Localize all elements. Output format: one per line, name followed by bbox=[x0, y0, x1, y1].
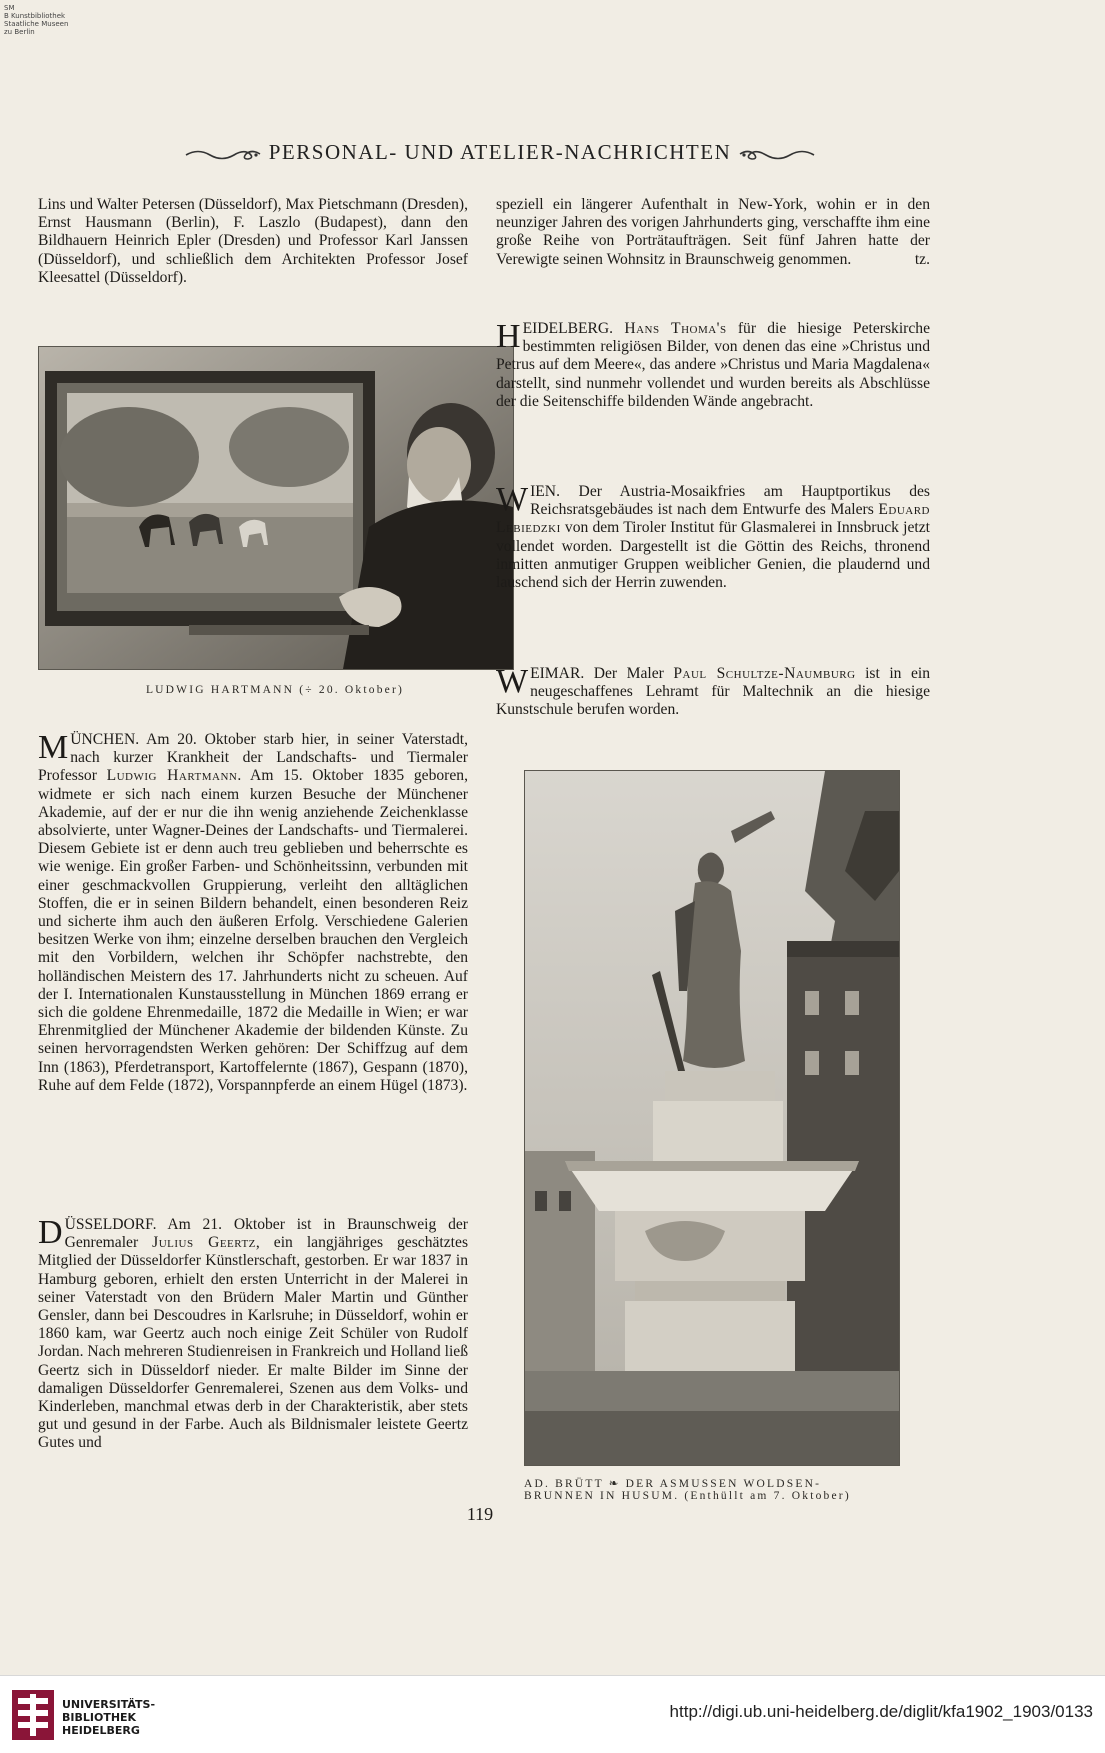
uni-line-2: BIBLIOTHEK bbox=[62, 1711, 137, 1724]
heidelberg-lead: EIDELBERG. bbox=[522, 320, 614, 337]
muenchen-dropcap: M bbox=[38, 729, 69, 766]
stamp-line: Staatliche Museen bbox=[4, 20, 69, 28]
left-intro-text: Lins und Walter Petersen (Düsseldorf), Max Pietschmann (Dresden), Ernst Hausmann (Berlin), F. Laszlo (Budapest), dann den Bildhauern Heinrich Epler (Dresden) und Professor Karl Janssen (Düsseldorf), und schließlich dem Architekten Professor Josef Kleesattel (Düsseldorf). bbox=[38, 196, 468, 286]
weimar-article bbox=[496, 665, 930, 720]
stamp-line: zu Berlin bbox=[4, 28, 35, 36]
fountain-caption-line-2: BRUNNEN IN HUSUM. (Enthüllt am 7. Oktober) bbox=[524, 1490, 851, 1502]
fountain-photo bbox=[524, 770, 900, 1466]
wien-text-2: von dem Tiroler Institut für Glasmalerei in Innsbruck jetzt vollendet worden. Dargestellt ist die Göttin des Reichs, thronend inmitten anmutiger Gruppen weiblicher Genien, die plaudernd und lauschend sich der Herrin zuwenden. bbox=[496, 519, 930, 592]
stamp-line: SM bbox=[4, 4, 15, 12]
muenchen-name: Ludwig Hartmann bbox=[106, 767, 238, 785]
left-ornament-icon bbox=[184, 146, 262, 162]
right-intro-block bbox=[496, 196, 930, 269]
footer-bar bbox=[0, 1675, 1105, 1753]
weimar-text-2: ist in ein neugeschaffenes Lehramt für Maltechnik an die hiesige Kunstschule berufen worden. bbox=[496, 665, 930, 719]
duesseldorf-name: Julius Geertz bbox=[152, 1234, 256, 1252]
running-head-title: PERSONAL- UND ATELIER-NACHRICHTEN bbox=[268, 140, 732, 164]
weimar-text-1: Der Maler bbox=[584, 665, 674, 682]
heidelberg-dropcap: H bbox=[496, 318, 521, 355]
muenchen-text-2: . Am 15. Oktober 1835 geboren, widmete er sich nach einem kurzen Besuche der Münchener Akademie, auf der er nur die ihn wenig anziehende Zeichenklasse absolvierte, unter Wagner-Deines der Landschafts- und Tiermalerei. Diesem Gebiete ist er denn auch treu geblieben und beherrschte es wie wenige. Ein großer Farben- und Schönheitssinn, verbunden mit einer geschmackvollen Gruppierung, verleiht den alltäglichen Stoffen, die er in seinen Bildern behandelt, einen besonderen Reiz und sicherte ihm auch den äußeren Erfolg. Verschiedene Galerien besitzen Werke von ihm; einzelne derselben brauchen den Vergleich mit den Vorbildern, welchen ihr Schöpfer nachstrebte, den holländischen Meistern des 17. Jahrhunderts nicht zu scheuen. Auf der I. Internationalen Kunstausstellung in München 1869 errang er sich die goldene Ehrenmedaille, 1872 die Medaille in Wien; er war Ehrenmitglied der Münchener Akademie der bildenden Künste. Zu seinen hervorragendsten Werken gehören: Der Schiffzug auf dem Inn (1863), Pferdetransport, Kartoffelernte (1867), Gespann (1870), Ruhe auf dem Felde (1872), Vorspannpferde an einem Hügel (1873). bbox=[38, 767, 468, 1094]
wien-name: Eduard Lebiedzki bbox=[496, 501, 930, 537]
weimar-name: Paul Schultze-Naumburg bbox=[673, 665, 856, 682]
muenchen-article bbox=[38, 731, 468, 1095]
muenchen-lead: ÜNCHEN. bbox=[70, 731, 140, 748]
portrait-photo bbox=[38, 346, 514, 670]
university-logo-icon bbox=[10, 1688, 56, 1742]
weimar-dropcap: W bbox=[496, 663, 529, 700]
wien-text-1: Der Austria-Mosaikfries am Hauptportikus des Reichsratsgebäudes ist nach dem Entwurfe des Malers bbox=[530, 483, 930, 519]
fountain-photo-image bbox=[525, 771, 899, 1465]
wien-dropcap: W bbox=[496, 481, 529, 518]
library-stamp bbox=[4, 4, 68, 36]
running-head bbox=[120, 140, 880, 174]
portrait-caption: LUDWIG HARTMANN (÷ 20. Oktober) bbox=[145, 684, 405, 696]
heidelberg-name: Hans Thoma's bbox=[624, 320, 727, 337]
right-intro-signature: tz. bbox=[914, 250, 930, 268]
right-intro-text: speziell ein längerer Aufenthalt in New-York, wohin er in den neunziger Jahren des vorigen Jahrhunderts ging, verschaffte ihm eine große Reihe von Porträtaufträgen. Seit fünf Jahren hatte der Verewigte seinen Wohnsitz in Braunschweig genommen. bbox=[496, 196, 930, 268]
duesseldorf-text-1: Am 21. Oktober ist in Braunschweig der Genremaler bbox=[64, 1216, 468, 1252]
source-url-link[interactable]: http://digi.ub.uni-heidelberg.de/diglit/kfa1902_1903/0133 bbox=[669, 1702, 1093, 1721]
heidelberg-article bbox=[496, 320, 930, 411]
left-intro-block bbox=[38, 196, 468, 287]
weimar-lead: EIMAR. bbox=[530, 665, 585, 682]
heidelberg-text: für die hiesige Peterskirche bestimmten religiösen Bilder, von denen das eine »Christus und Petrus auf dem Meere«, das andere »Christus und Maria Magdalena« darstellt, sind nunmehr vollendet und wurden bereits als Abschlüsse der die Seitenschiffe bildenden Wände angebracht. bbox=[496, 320, 930, 410]
uni-line-3: HEIDELBERG bbox=[62, 1724, 140, 1737]
fountain-caption bbox=[524, 1476, 898, 1502]
duesseldorf-article bbox=[38, 1216, 468, 1453]
university-name bbox=[62, 1698, 155, 1737]
duesseldorf-text-2: , ein langjähriges geschätztes Mitglied der Düsseldorfer Künstlerschaft, gestorben. Er war 1837 in Hamburg geboren, erhielt den ersten Unterricht in der Malerei in seiner Vaterstadt von den Brüdern Maler Martin und Günther Gensler, dann bei Descoudres in Karlsruhe; in Düsseldorf, wohin er 1860 kam, war Geertz auch noch einige Zeit Schüler von Rudolf Jordan. Nach mehreren Studienreisen in Frankreich und Holland ließ Geertz sich in Düsseldorf nieder. Er malte Bilder im Sinne der damaligen Düsseldorfer Genremalerei, Szenen aus dem Volks- und Kinderleben, manchmal etwas derb in der Charakteristik, aber stets gut und gesund in der Farbe. Auch als Bildnismaler leistete Geertz Gutes und bbox=[38, 1234, 469, 1452]
duesseldorf-dropcap: D bbox=[38, 1214, 63, 1251]
page-number: 119 bbox=[466, 1504, 494, 1524]
wien-article bbox=[496, 483, 930, 592]
wien-lead: IEN. bbox=[530, 483, 560, 500]
right-ornament-icon bbox=[738, 146, 816, 162]
muenchen-text-1: Am 20. Oktober starb hier, in seiner Vaterstadt, nach kurzer Krankheit der Landschafts- und Tiermaler Professor bbox=[38, 731, 468, 785]
portrait-photo-image bbox=[39, 347, 513, 669]
uni-line-1: UNIVERSITÄTS- bbox=[62, 1698, 156, 1711]
fountain-caption-line-1: AD. BRÜTT ❧ DER ASMUSSEN WOLDSEN- bbox=[524, 1478, 822, 1490]
duesseldorf-lead: ÜSSELDORF. bbox=[64, 1216, 157, 1233]
stamp-line: B Kunstbibliothek bbox=[4, 12, 66, 20]
